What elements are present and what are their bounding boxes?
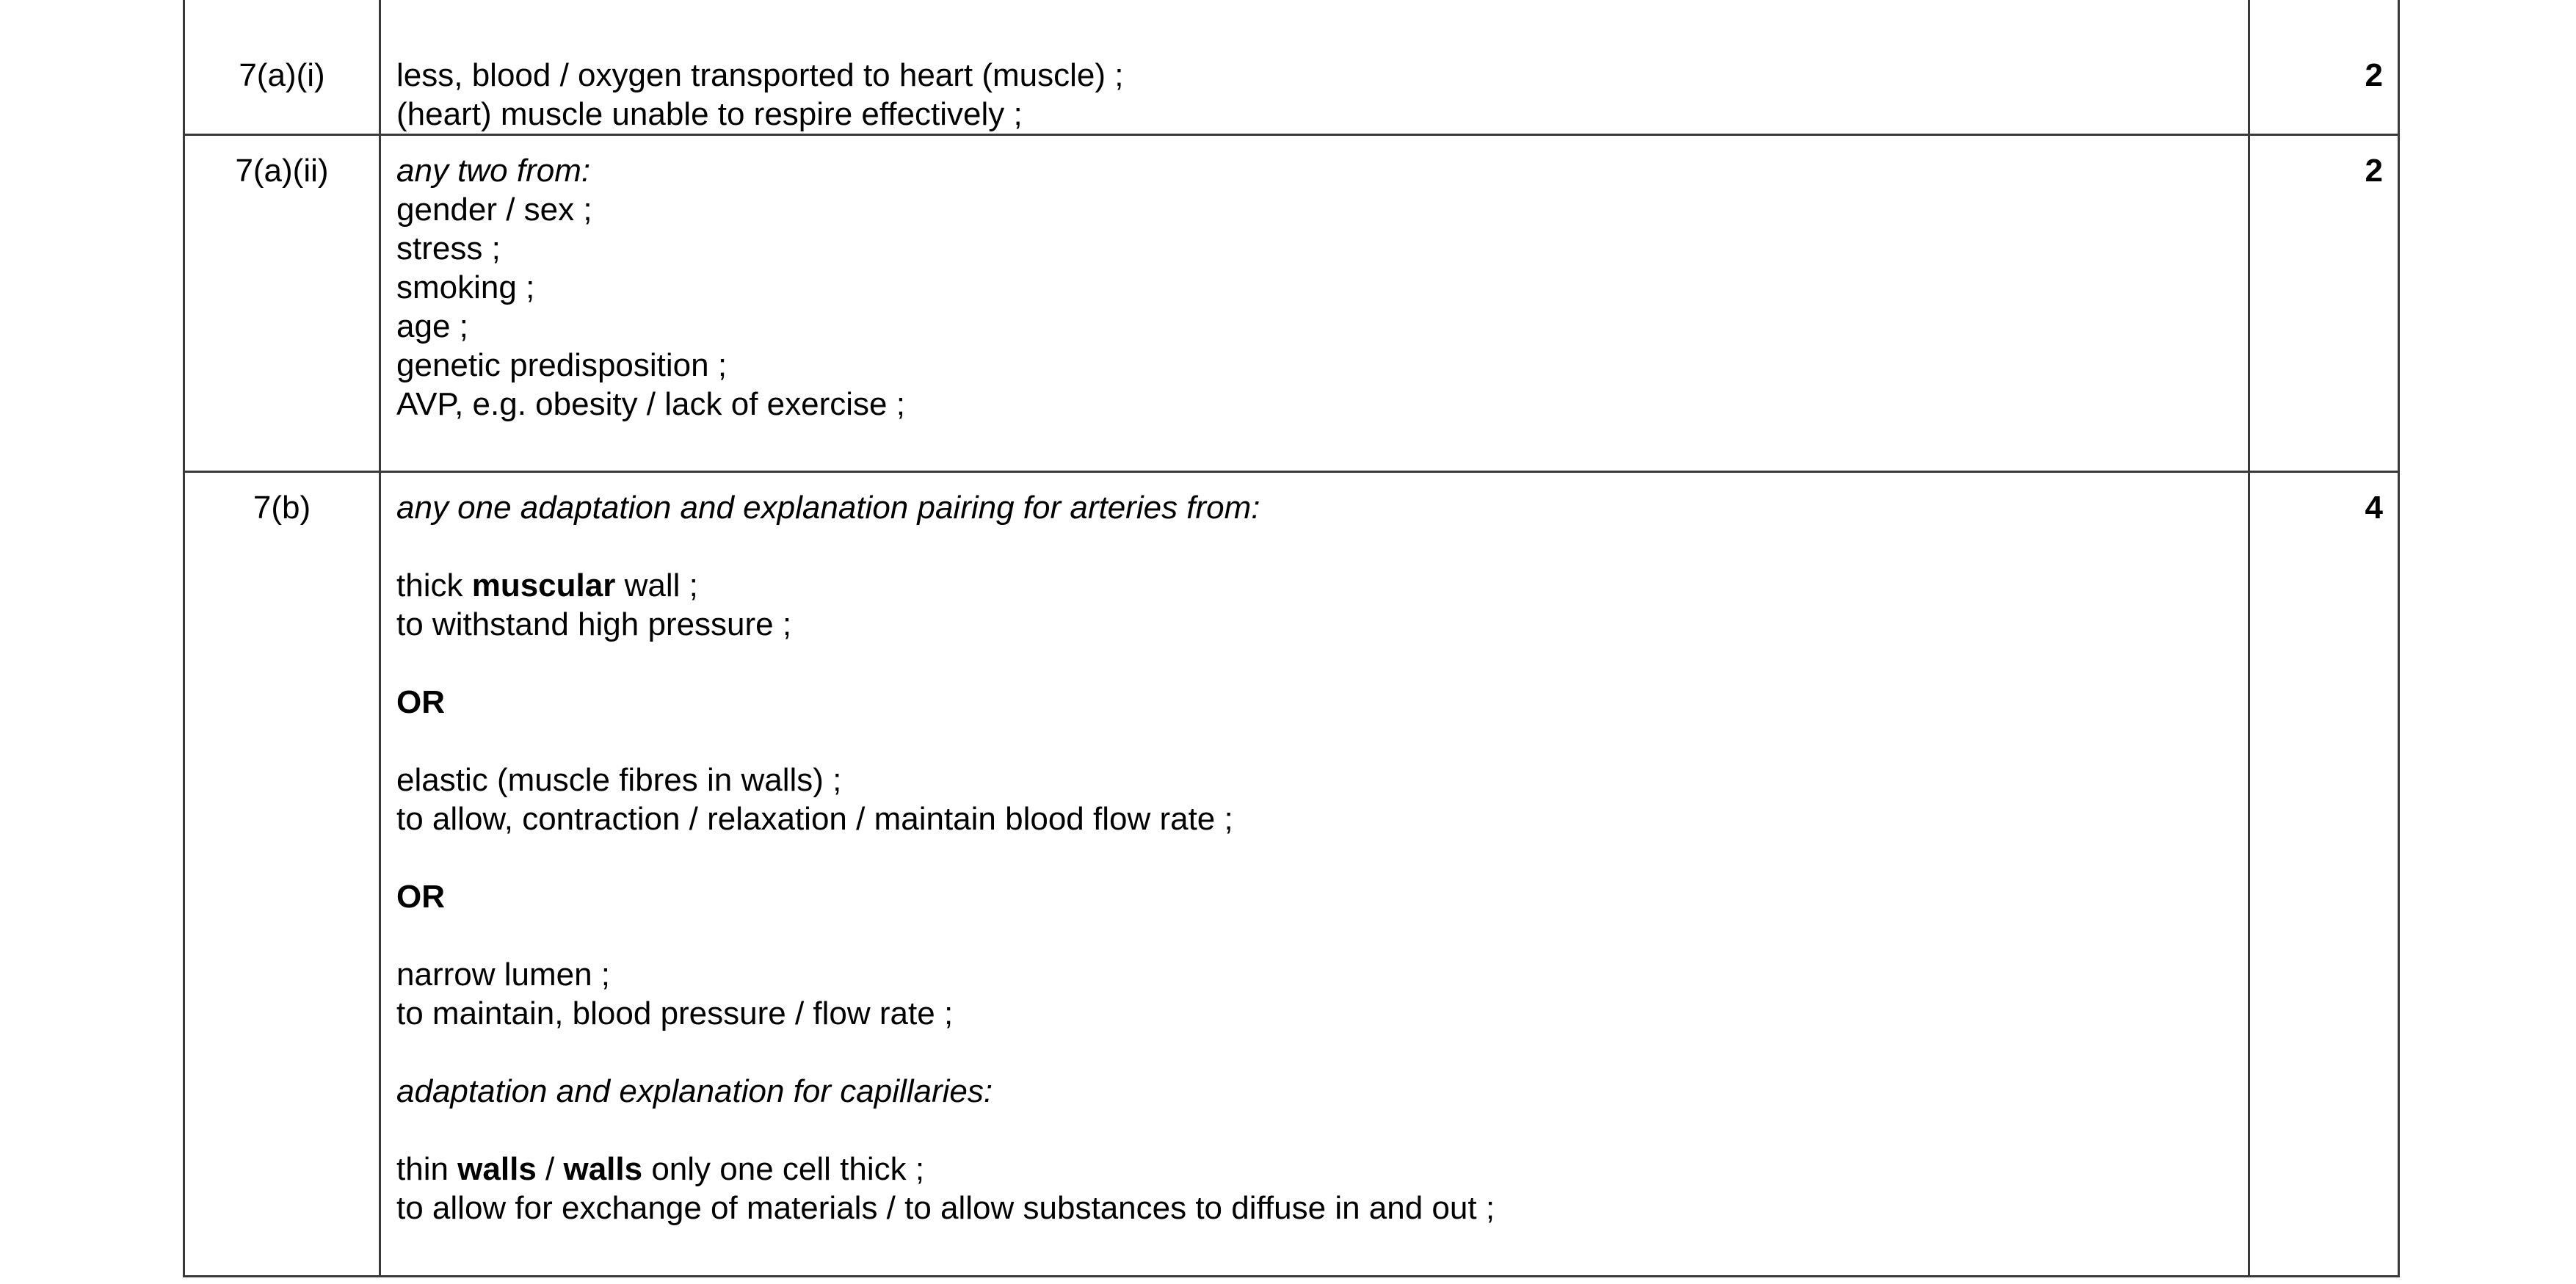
answer-line: thick muscular wall ;: [396, 567, 698, 603]
mark-scheme-table: [183, 0, 2400, 1277]
answer-line: smoking ;: [396, 269, 535, 305]
answer-line: (heart) muscle unable to respire effectively ;: [396, 96, 1023, 132]
question-number: 7(a)(ii): [184, 135, 380, 472]
table-row: [184, 472, 2399, 1277]
answer-intro: adaptation and explanation for capillaries:: [396, 1073, 993, 1109]
marks-value: 2: [2249, 135, 2399, 472]
answer-cell: [380, 135, 2249, 472]
or-separator: OR: [396, 879, 445, 915]
answer-line: less, blood / oxygen transported to heart (muscle) ;: [396, 57, 1124, 93]
answer-line: to maintain, blood pressure / flow rate ;: [396, 995, 954, 1031]
answer-line: to withstand high pressure ;: [396, 606, 792, 642]
answer-intro: any one adaptation and explanation pairing for arteries from:: [396, 490, 1260, 526]
answer-intro: any two from:: [396, 153, 591, 189]
answer-line: to allow for exchange of materials / to allow substances to diffuse in and out ;: [396, 1190, 1495, 1226]
table-row: [184, 135, 2399, 472]
question-number: 7(a)(i): [184, 0, 380, 135]
answer-line: elastic (muscle fibres in walls) ;: [396, 762, 842, 798]
answer-line: AVP, e.g. obesity / lack of exercise ;: [396, 386, 905, 422]
answer-line: stress ;: [396, 231, 501, 266]
table-row: [184, 0, 2399, 135]
question-number: 7(b): [184, 472, 380, 1277]
answer-cell: [380, 472, 2249, 1277]
answer-line: to allow, contraction / relaxation / maintain blood flow rate ;: [396, 801, 1233, 837]
or-separator: OR: [396, 684, 445, 720]
answer-cell: [380, 0, 2249, 135]
answer-line: genetic predisposition ;: [396, 347, 728, 383]
answer-line: gender / sex ;: [396, 192, 592, 228]
answer-line: thin walls / walls only one cell thick ;: [396, 1151, 925, 1187]
marks-value: 2: [2249, 0, 2399, 135]
marks-value: 4: [2249, 472, 2399, 1277]
answer-line: age ;: [396, 308, 468, 344]
answer-line: narrow lumen ;: [396, 957, 611, 993]
